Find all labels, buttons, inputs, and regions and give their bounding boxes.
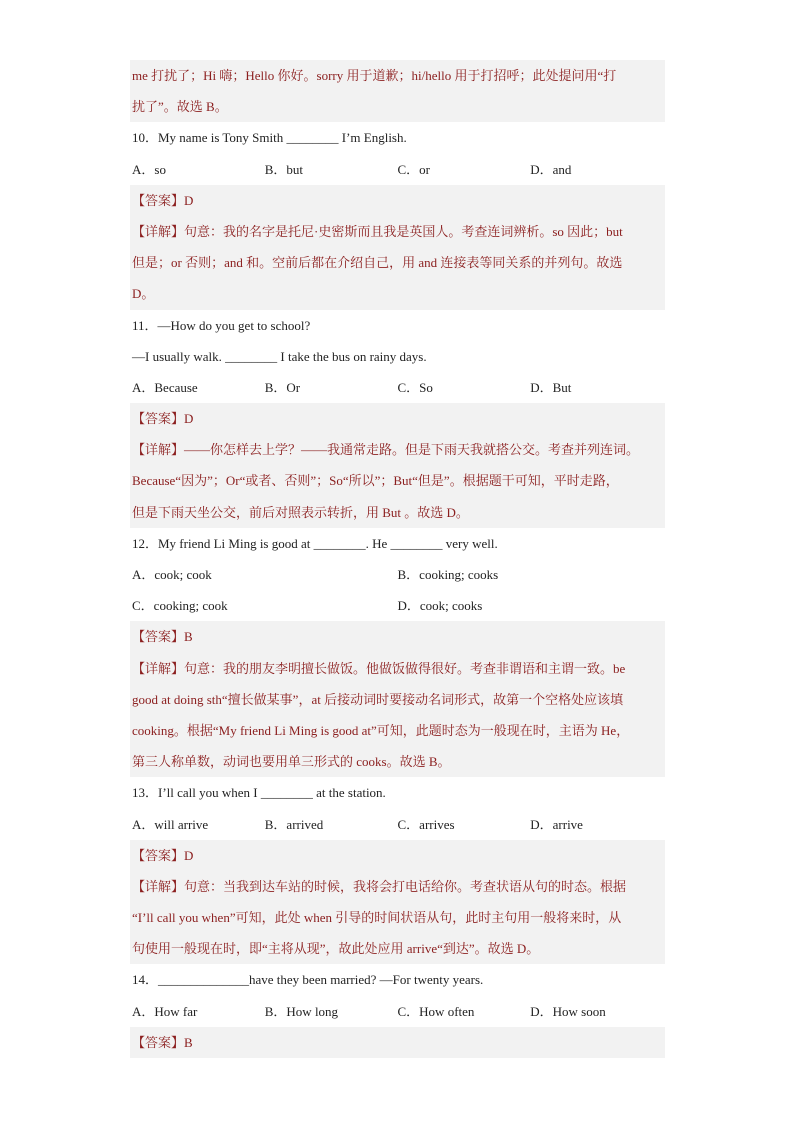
answer-block	[130, 840, 665, 965]
question-stem: 13．I’ll call you when I ________ at the station.	[132, 785, 386, 801]
option-a: A．will arrive	[132, 816, 209, 832]
question-stem: 10．My name is Tony Smith ________ I’m English.	[132, 130, 407, 146]
question-stem: 11．—How do you get to school?	[132, 317, 311, 333]
options-row	[132, 996, 663, 1027]
option-d: D．and	[530, 161, 572, 177]
explanation-block-prev	[130, 60, 665, 122]
options-row	[132, 590, 663, 621]
option-b: B．How long	[264, 1003, 339, 1019]
option-c: C．How often	[397, 1003, 475, 1019]
option-c: C．or	[397, 161, 431, 177]
question-11	[132, 310, 663, 528]
question-stem: 12．My friend Li Ming is good at ________. He ________ very well.	[132, 535, 498, 551]
explanation-line: “I’ll call you when”可知，此处 when 引导的时间状语从句，此时主句用一般将来时，从	[132, 910, 622, 926]
answer-label: 【答案】B	[132, 629, 193, 645]
explanation-line: D。	[132, 286, 155, 302]
option-a: A．cook; cook	[132, 567, 212, 582]
exam-page	[132, 60, 663, 1058]
explanation-line: 【详解】句意：我的朋友李明擅长做饭。他做饭做得很好。考查非谓语和主谓一致。be	[132, 660, 626, 676]
answer-block	[130, 621, 665, 777]
explanation-line: cooking。根据“My friend Li Ming is good at”可知，此题时态为一般现在时，主语为 He，	[132, 722, 630, 738]
options-row	[132, 154, 663, 185]
question-13	[132, 777, 663, 964]
question-12	[132, 528, 663, 778]
answer-label: 【答案】D	[132, 192, 194, 208]
options-row	[132, 372, 663, 403]
question-10	[132, 122, 663, 309]
explanation-line: 句使用一般现在时，即“主将从现”，故此处应用 arrive“到达”。故选 D。	[132, 941, 540, 957]
answer-label: 【答案】D	[132, 847, 194, 863]
explanation-line: 【详解】句意：我的名字是托尼·史密斯而且我是英国人。考查连词辨析。so 因此；but	[132, 223, 623, 239]
options-row	[132, 809, 663, 840]
option-a: A．Because	[132, 379, 198, 395]
option-a: A．How far	[132, 1003, 198, 1019]
answer-block	[130, 1027, 665, 1058]
answer-label: 【答案】B	[132, 1034, 193, 1050]
explanation-line: Because“因为”；Or“或者、否则”；So“所以”；But“但是”。根据题干可知，平时走路，	[132, 473, 619, 489]
explanation-line: good at doing sth“擅长做某事”，at 后接动词时要接动名词形式，故第一个空格处应该填	[132, 691, 624, 707]
explanation-line: 扰了”。故选 B。	[132, 99, 228, 115]
question-14	[132, 964, 663, 1058]
answer-block	[130, 185, 665, 310]
question-stem: 14．______________have they been married? —For twenty years.	[132, 972, 484, 988]
explanation-line: 但是；or 否则；and 和。空前后都在介绍自己，用 and 连接表等同关系的并列句。故选	[132, 255, 623, 271]
option-b: B．but	[264, 161, 304, 177]
option-d: D．arrive	[530, 816, 583, 832]
explanation-line: me 打扰了；Hi 嗨；Hello 你好。sorry 用于道歉；hi/hello 用于打招呼；此处提问用“打	[132, 68, 617, 83]
answer-block	[130, 403, 665, 528]
option-b: B．cooking; cooks	[397, 567, 499, 582]
answer-label: 【答案】D	[132, 411, 194, 427]
option-d: D．cook; cooks	[397, 598, 483, 614]
explanation-line: 【详解】——你怎样去上学？——我通常走路。但是下雨天我就搭公交。考查并列连词。	[132, 442, 640, 458]
explanation-line: 但是下雨天坐公交，前后对照表示转折，用 But 。故选 D。	[132, 504, 469, 520]
option-c: C．So	[397, 379, 433, 395]
option-c: C．cooking; cook	[132, 598, 228, 614]
explanation-line: 第三人称单数，动词也要用单三形式的 cooks。故选 B。	[132, 754, 451, 770]
option-b: B．Or	[264, 379, 301, 395]
explanation-line: 【详解】句意：当我到达车站的时候，我将会打电话给你。考查状语从句的时态。根据	[132, 878, 627, 894]
options-row	[132, 559, 663, 590]
option-a: A．so	[132, 161, 166, 177]
option-d: D．How soon	[530, 1003, 606, 1019]
option-b: B．arrived	[264, 816, 324, 832]
option-d: D．But	[530, 379, 572, 395]
question-stem: —I usually walk. ________ I take the bus on rainy days.	[132, 348, 427, 364]
option-c: C．arrives	[397, 816, 455, 832]
